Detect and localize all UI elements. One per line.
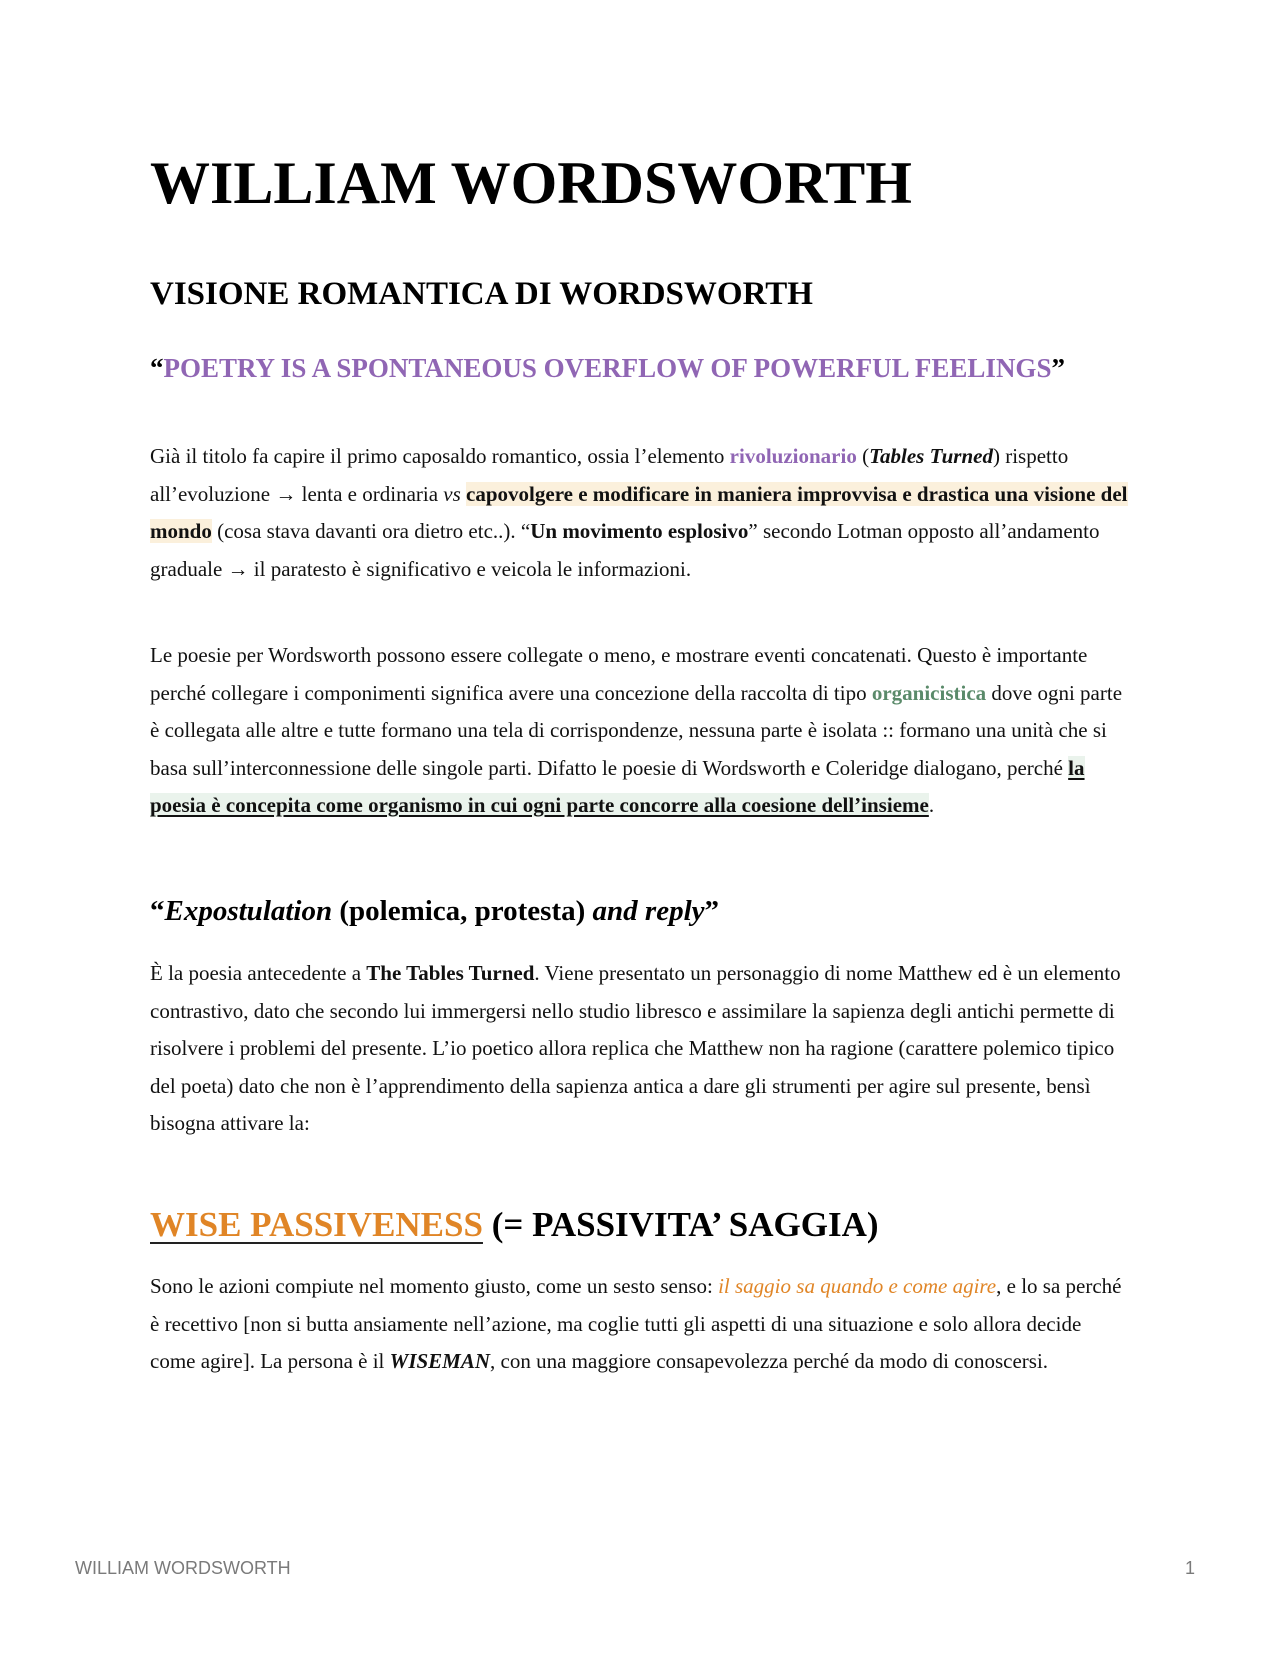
italic-and-reply: and reply xyxy=(592,895,705,927)
bold-italic-wiseman: WISEMAN xyxy=(389,1349,491,1373)
italic-expostulation: Expostulation xyxy=(164,895,333,927)
text: . xyxy=(928,793,935,817)
page-number: 1 xyxy=(1184,1558,1195,1578)
keyword-organicistica: organicistica xyxy=(871,680,987,705)
text: ( xyxy=(856,444,870,468)
text: , con una maggiore consapevolezza perché da modo di conoscersi. xyxy=(490,1349,1049,1373)
text: . Viene presentato un personaggio di nome Matthew ed è un elemento contrastivo, dato che secondo lui immergersi nello studio libresco e assimilare la sapienza degli antichi permette di risolvere i problemi del presente. L’io poetico allora replica che Matthew non ha ragione (carattere polemico tipico del poeta) dato che non è l’apprendimento della sapienza antica a dare gli strumenti per agire sul presente, bensì bisogna attivare la: xyxy=(150,961,1121,1135)
text: , e lo sa perché è recettivo [non si butta ansiamente nell’azione, ma coglie tutti gli aspetti di una situazione e solo allora decide come agire]. La persona è il xyxy=(150,1274,1122,1373)
close-quote: ” xyxy=(704,895,719,927)
text: Sono le azioni compiute nel momento giusto, come un sesto senso: xyxy=(150,1274,719,1298)
paragraph-expostulation xyxy=(150,955,1130,1143)
text: ” secondo Lotman opposto all’andamento graduale → il paratesto è significativo e veicola le informazioni. xyxy=(150,519,1100,581)
text: È la poesia antecedente a xyxy=(150,961,367,985)
highlight-capovolgere: capovolgere e modificare in maniera improvvisa e drastica una visione del mondo xyxy=(150,481,1128,543)
vs-italic: vs xyxy=(443,481,461,506)
paragraph-wise-passiveness xyxy=(150,1268,1130,1381)
title-tables-turned: Tables Turned xyxy=(869,444,993,468)
text: (= PASSIVITA’ SAGGIA) xyxy=(482,1205,879,1244)
wise-passiveness-highlight: WISE PASSIVENESS xyxy=(150,1205,483,1244)
quote-text: POETRY IS A SPONTANEOUS OVERFLOW OF POWERFUL FEELINGS xyxy=(163,353,1052,383)
close-quote: ” xyxy=(1051,353,1065,383)
text: Già il titolo fa capire il primo caposaldo romantico, ossia l’elemento xyxy=(150,444,730,468)
open-quote: “ xyxy=(150,895,165,927)
highlight-organismo: la poesia è concepita come organismo in cui ogni parte concorre alla coesione dell’insieme xyxy=(150,755,1085,817)
text: ) rispetto all’evoluzione → lenta e ordinaria xyxy=(150,444,1069,506)
section-heading-wise-passiveness xyxy=(150,1205,879,1245)
paragraph-poesie-collegate xyxy=(150,637,1130,825)
document-title: WILLIAM WORDSWORTH xyxy=(150,150,912,216)
footer-title: WILLIAM WORDSWORTH xyxy=(75,1558,291,1578)
section-heading-visione-romantica: VISIONE ROMANTICA DI WORDSWORTH xyxy=(150,276,813,312)
text: (polemica, protesta) xyxy=(332,895,593,927)
open-quote: “ xyxy=(150,353,164,383)
paragraph-titolo xyxy=(150,438,1130,588)
text: Le poesie per Wordsworth possono essere collegate o meno, e mostrare eventi concatenati. Questo è importante perché collegare i componimenti significa avere una concezione della raccolta di tipo xyxy=(150,643,1088,705)
italic-saggio: il saggio sa quando e come agire xyxy=(718,1274,997,1298)
text: dove ogni parte è collegata alle altre e tutte formano una tela di corrispondenze, nessuna parte è isolata :: formano una unità che si basa sull’interconnessione delle singole parti. Difatto le poesie di Wordsworth e Coleridge dialogano, perché xyxy=(150,680,1123,780)
bold-movimento-esplosivo: Un movimento esplosivo xyxy=(530,519,749,543)
bold-tables-turned: The Tables Turned xyxy=(366,961,535,985)
section-heading-expostulation xyxy=(150,895,719,928)
quote-heading-poetry xyxy=(150,350,1080,387)
text: (cosa stava davanti ora dietro etc..). “ xyxy=(211,519,531,543)
keyword-rivoluzionario: rivoluzionario xyxy=(729,444,857,468)
